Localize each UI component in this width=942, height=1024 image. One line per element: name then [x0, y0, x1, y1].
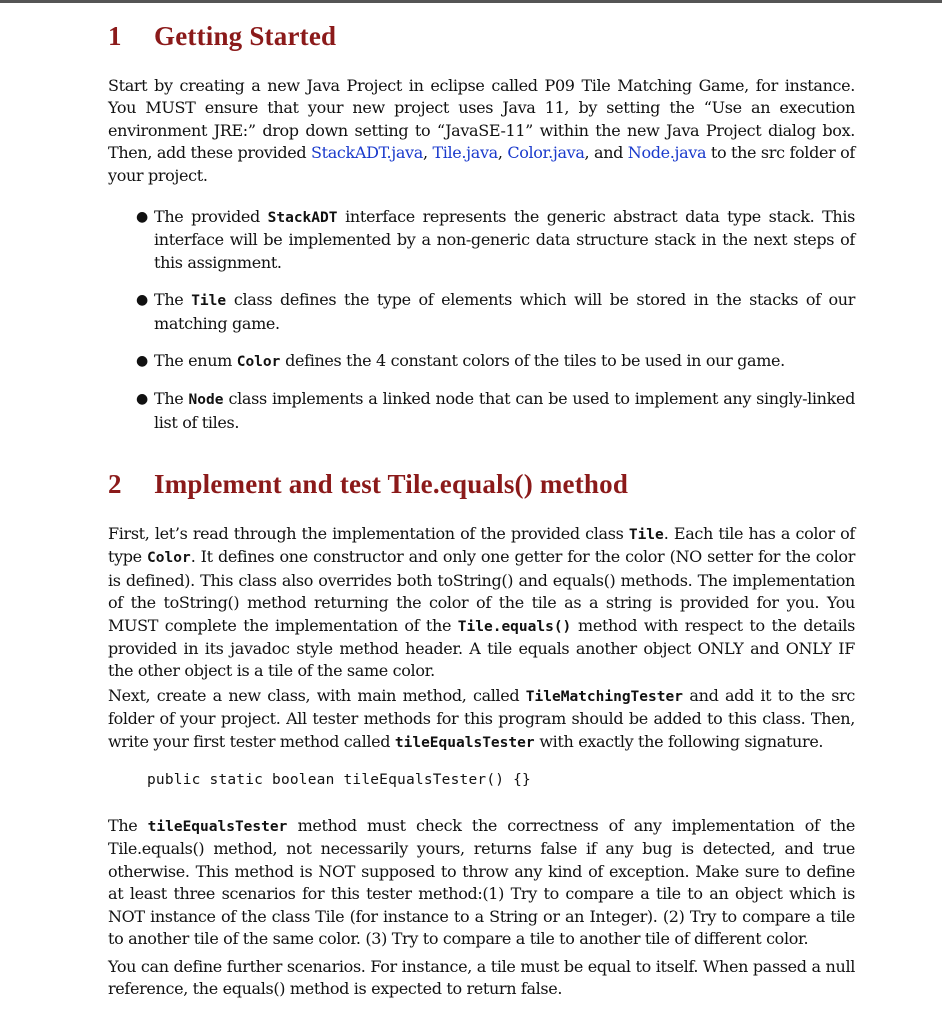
node-file-link[interactable]: Node.java: [627, 143, 707, 163]
stackadt-file-link[interactable]: StackADT.java: [311, 143, 423, 163]
item-text: class defines the type of elements which will be stored in the stacks of our matching game.: [154, 290, 856, 333]
section-2-paragraph-3: [108, 815, 855, 950]
item-text: The enum: [154, 351, 237, 371]
list-item: [108, 350, 855, 373]
paragraph-text: method with respect to the details provided in its javadoc style method header. A tile equals another object ONLY and ONLY IF the other object is a tile of the same color.: [108, 615, 855, 681]
section-2-paragraph-2: [108, 685, 855, 754]
color-file-link[interactable]: Color.java: [507, 143, 585, 163]
section-1-intro-paragraph: [108, 75, 855, 187]
list-item: [108, 388, 855, 434]
intro-separator: ,: [422, 143, 433, 163]
item-text: class implements a linked node that can be used to implement any singly-linked list of tiles.: [154, 389, 855, 432]
paragraph-text: and add it to the src folder of your project. All tester methods for this program should be added to this class. Then, write your first tester method called: [108, 686, 855, 751]
inline-code: TileMatchingTester: [525, 689, 683, 705]
section-2-paragraph-1: [108, 523, 855, 683]
inline-code: Color: [147, 550, 191, 567]
item-text: defines the 4 constant colors of the tiles to be used in our game.: [280, 351, 785, 371]
tile-file-link[interactable]: Tile.java: [432, 143, 498, 163]
item-text: The provided: [154, 207, 268, 226]
intro-separator: ,: [497, 143, 508, 163]
inline-code: tileEqualsTester: [147, 819, 288, 835]
bullet-icon: ●: [136, 209, 148, 225]
item-text: interface represents the generic abstract data type stack. This interface will be implemented by a non-generic data structure stack in the next steps of this assignment.: [154, 207, 856, 272]
paragraph-text: First, let’s read through the implementation of the provided class: [108, 524, 629, 543]
intro-text-start: Start by creating a new Java Project in eclipse called P09 Tile Matching Game, for instance. You MUST ensure that your new project uses Java 11, by setting the “Use an execution environment JRE:” drop down setting to “JavaSE-11” within the new Java Project dialog box. Then, add these provided: [108, 76, 855, 163]
bullet-icon: ●: [136, 353, 148, 370]
section-2-title: Implement and test Tile.equals() method: [154, 469, 629, 499]
inline-code: Tile.equals(): [457, 618, 572, 635]
intro-text-end: to the src folder of your project.: [108, 143, 855, 185]
method-signature-code: public static boolean tileEqualsTester() {}: [147, 772, 531, 788]
bullet-icon: ●: [136, 391, 148, 408]
section-2-number: 2: [108, 469, 122, 499]
item-text: The: [154, 389, 189, 409]
section-2-paragraph-4: You can define further scenarios. For instance, a tile must be equal to itself. When passed a null reference, the equals() method is expected to return false.: [108, 957, 855, 999]
paragraph-text: with exactly the following signature.: [534, 731, 824, 751]
section-2-heading: [108, 469, 628, 500]
item-code: StackADT: [267, 210, 338, 226]
provided-files-list: [108, 206, 855, 449]
item-code: Tile: [191, 293, 227, 310]
bullet-icon: ●: [136, 292, 148, 309]
list-item: [108, 289, 855, 335]
list-item: [108, 206, 855, 274]
paragraph-text: The: [108, 816, 148, 835]
item-code: Node: [188, 392, 224, 409]
paragraph-text: method must check the correctness of any implementation of the Tile.equals() method, not necessarily yours, returns false if any bug is detected, and true otherwise. This method is NOT supposed to throw any kind of exception. Make sure to define at least three scenarios for this tester method:(1) Try to compare a tile to an object which is NOT instance of the class Tile (for instance to a String or an Integer). (2) Try to compare a tile to another tile of the same color. (3) Try to compare a tile to another tile of different color.: [108, 816, 855, 949]
section-1-heading: [108, 21, 336, 52]
inline-code: tileEqualsTester: [394, 734, 535, 751]
section-1-title: Getting Started: [154, 21, 337, 51]
paragraph-text: . Each tile has a color of type: [108, 524, 855, 567]
intro-separator: , and: [584, 143, 628, 163]
item-code: Color: [236, 354, 281, 371]
page-top-border: [0, 0, 942, 3]
paragraph-text: . It defines one constructor and only one getter for the color (NO setter for the color is defined). This class also overrides both toString() and equals() methods. The implementation of the toString() method returning the color of the tile as a string is provided for you. You MUST complete the implementation of the: [108, 547, 855, 635]
inline-code: Tile: [628, 527, 664, 543]
paragraph-text: Next, create a new class, with main method, called: [108, 686, 526, 705]
item-text: The: [154, 290, 192, 310]
section-1-number: 1: [108, 21, 122, 51]
